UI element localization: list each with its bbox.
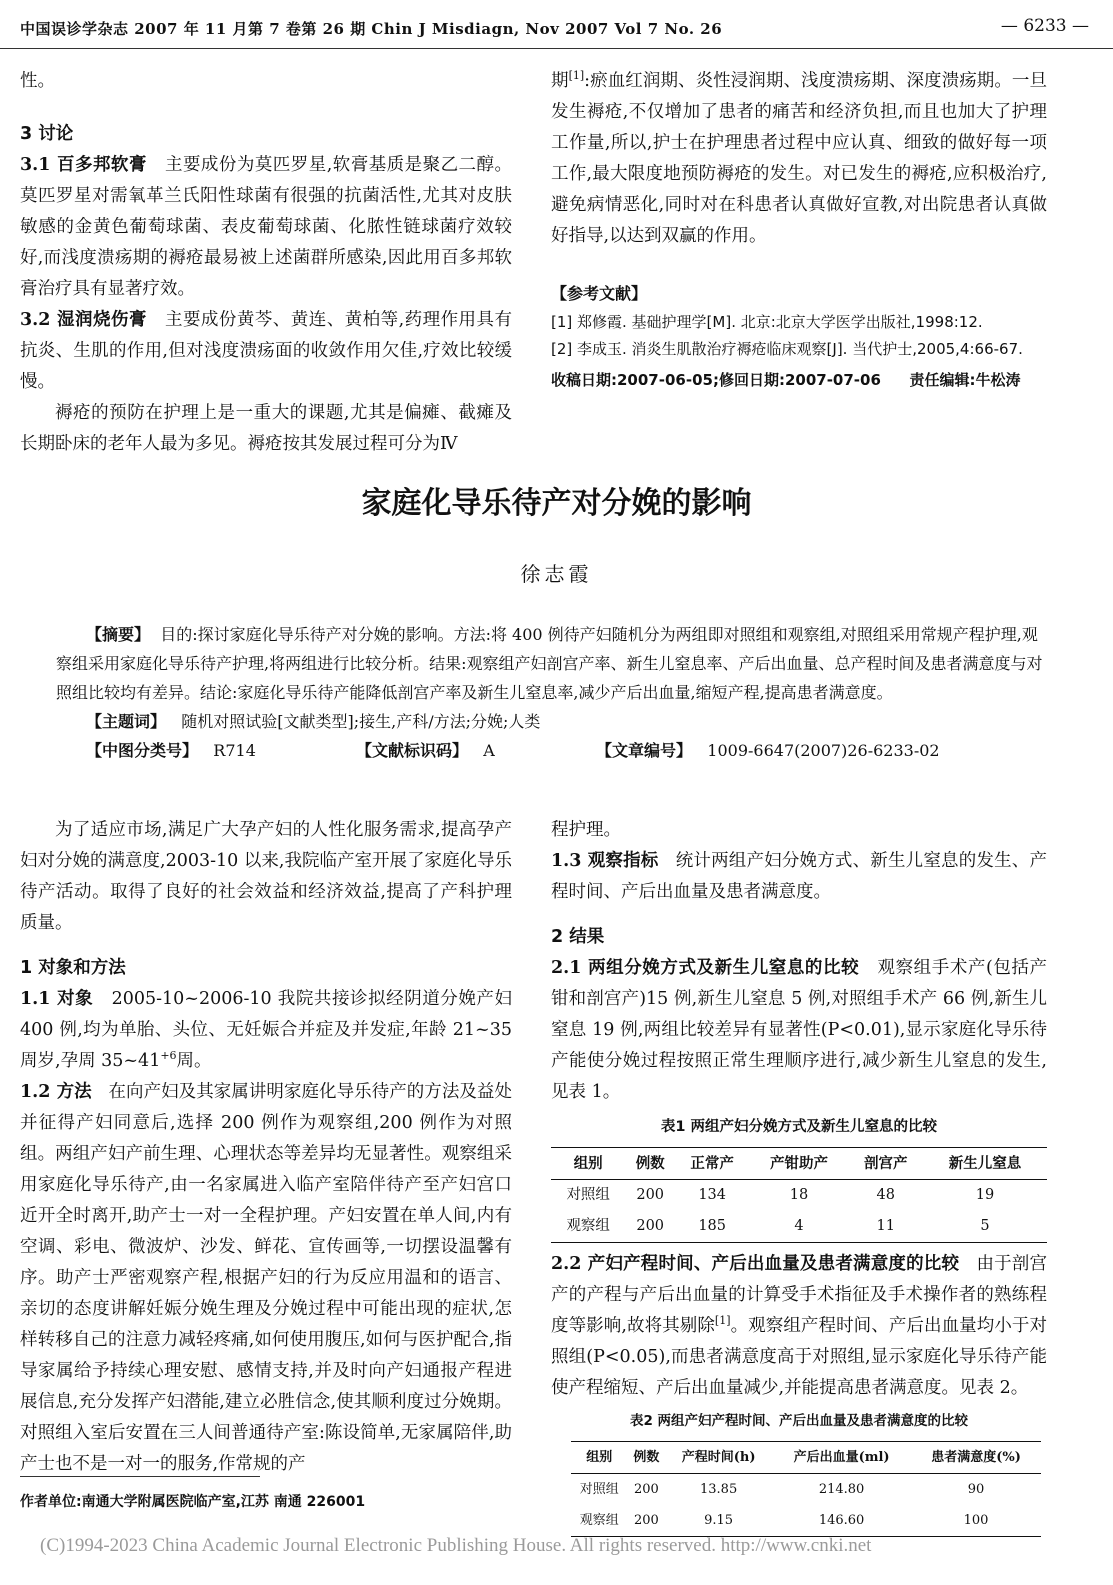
article-id-value: 1009-6647(2007)26-6233-02: [707, 741, 940, 760]
paragraph: [551, 66, 1047, 252]
table-row: [551, 1180, 1047, 1212]
footnote-rule: [20, 1476, 260, 1477]
table-row: [571, 1505, 1041, 1537]
table-cell: 200: [636, 1187, 665, 1203]
table-cell: 200: [636, 1218, 665, 1234]
subsection-heading: 1.3 观察指标: [551, 851, 659, 871]
table-cell: 9.15: [704, 1513, 734, 1528]
table2: [571, 1441, 1041, 1537]
table-cell: 5: [980, 1218, 990, 1234]
table-cell: 13.85: [700, 1482, 738, 1497]
section-heading: 1 对象和方法: [20, 958, 126, 978]
top-left-column: [20, 66, 512, 460]
paragraph-text: 由于剖宫产的产程与产后出血量的计算受手术指征及手术操作者的熟练程度等影响,故将其剔除: [551, 1254, 1047, 1336]
article-title: 家庭化导乐待产对分娩的影响: [361, 486, 752, 521]
table-cell: 对照组: [566, 1187, 610, 1203]
keywords-text: 随机对照试验[文献类型];接生,产科/方法;分娩;人类: [181, 712, 541, 731]
top-right-column: [551, 66, 1047, 394]
paragraph: 褥疮的预防在护理上是一重大的课题,尤其是偏瘫、截瘫及长期卧床的老年人最为多见。褥疮按其发展过程可分为Ⅳ: [20, 403, 512, 454]
table-row: [571, 1474, 1041, 1506]
paragraph-text: 。观察组产程时间、产后出血量均小于对照组(P<0.05),而患者满意度高于对照组,显示家庭化导乐待产能使产程缩短、产后出血量减少,并能提高患者满意度。见表 2。: [551, 1316, 1048, 1398]
table-cell: 185: [698, 1218, 727, 1234]
table-header: 新生儿窒息: [948, 1155, 1022, 1172]
table-header: 组别: [586, 1450, 613, 1465]
table-cell: 19: [975, 1187, 995, 1203]
paragraph: 性。: [20, 71, 55, 91]
table-cell: 对照组: [579, 1482, 619, 1497]
table-header: 剖宫产: [864, 1155, 908, 1172]
keywords: [56, 707, 1046, 736]
paragraph: [551, 846, 1047, 908]
abstract: [56, 620, 1046, 707]
subsection-heading: 2.2 产妇产程时间、产后出血量及患者满意度的比较: [551, 1254, 960, 1274]
copyright-watermark: (C)1994-2023 China Academic Journal Electronic Publishing House. All rights reserved. http://www.cnki.net: [40, 1535, 872, 1556]
superscript: +6: [160, 1049, 177, 1063]
table-cell: 134: [698, 1187, 727, 1203]
table1: [551, 1147, 1047, 1243]
paragraph: 为了适应市场,满足广大孕产妇的人性化服务需求,提高孕产妇对分娩的满意度,2003-10 以来,我院临产室开展了家庭化导乐待产活动。取得了良好的社会效益和经济效益,提高了产科护理质量。: [20, 820, 512, 933]
table-cell: 观察组: [579, 1513, 619, 1528]
classification-row: [56, 736, 1046, 765]
paragraph-text: :瘀血红润期、炎性浸润期、浅度溃疡期、深度溃疡期。一旦发生褥疮,不仅增加了患者的痛苦和经济负担,而且也加大了护理工作量,所以,护士在护理患者过程中应认真、细致的做好每一项工作,最大限度地预防褥疮的发生。对已发生的褥疮,应积极治疗,避免病情恶化,同时对在科患者认真做好宣教,对出院患者认真做好指导,以达到双赢的作用。: [551, 71, 1047, 246]
table-row: [551, 1211, 1047, 1243]
citation: [1]: [714, 1314, 731, 1328]
table-cell: 200: [633, 1513, 659, 1528]
table-cell: 11: [876, 1218, 895, 1234]
paragraph-text: 2005-10~2006-10 我院共接诊拟经阴道分娩产妇 400 例,均为单胎、头位、无妊娠合并症及并发症,年龄 21~35 周岁,孕周 35~41: [20, 989, 512, 1071]
table-header: 患者满意度(%): [931, 1450, 1021, 1465]
article-dates: [551, 367, 1047, 394]
citation: [1]: [568, 69, 585, 83]
table-header: 例数: [633, 1450, 660, 1465]
table-cell: 48: [876, 1187, 895, 1203]
table-header: 正常产: [690, 1155, 734, 1172]
paragraph-text: 统计两组产妇分娩方式、新生儿窒息的发生、产程时间、产后出血量及患者满意度。: [551, 851, 1047, 902]
paragraph: [20, 305, 512, 398]
reference-item: [2] 李成玉. 消炎生肌散治疗褥疮临床观察[J]. 当代护士,2005,4:66-67.: [551, 340, 1023, 358]
subsection-heading: 3.2 湿润烧伤膏: [20, 310, 147, 330]
section-heading: 3 讨论: [20, 124, 74, 144]
table-cell: 214.80: [818, 1482, 865, 1497]
table-cell: 100: [963, 1513, 989, 1528]
table-cell: 观察组: [566, 1218, 610, 1234]
doc-code-label: 【文献标识码】: [356, 741, 469, 760]
running-header: 中国误诊学杂志 2007 年 11 月第 7 卷第 26 期 Chin J Misdiagn, Nov 2007 Vol 7 No. 26: [20, 20, 723, 38]
table-cell: 4: [794, 1218, 804, 1234]
article-id-label: 【文章编号】: [596, 741, 693, 760]
author-affiliation: 作者单位:南通大学附属医院临产室,江苏 南通 226001: [20, 1494, 366, 1510]
paragraph-text: 观察组手术产(包括产钳和剖宫产)15 例,新生儿窒息 5 例,对照组手术产 66 例,新生儿窒息 19 例,两组比较差异有显著性(P<0.01),显示家庭化导乐待产能使分娩过程按照正常生理顺序进行,减少新生儿窒息的发生,见表 1。: [551, 958, 1047, 1102]
abstract-label: 【摘要】: [86, 625, 151, 644]
references-heading: 【参考文献】: [551, 284, 648, 303]
page-number: — 6233 —: [1000, 16, 1089, 36]
section-heading: 2 结果: [551, 927, 605, 947]
header-rule: [0, 48, 1113, 49]
subsection-heading: 3.1 百多邦软膏: [20, 155, 147, 175]
table-header: 产钳助产: [769, 1155, 828, 1172]
paragraph: [20, 150, 512, 305]
bottom-right-column: [551, 815, 1047, 1537]
paragraph-text: 周。: [176, 1051, 212, 1071]
paragraph: [551, 1249, 1047, 1404]
table-cell: 200: [633, 1482, 659, 1497]
reference-item: [1] 郑修霞. 基础护理学[M]. 北京:北京大学医学出版社,1998:12.: [551, 313, 983, 331]
paragraph-text: 期: [551, 71, 569, 91]
clc-value: R714: [213, 741, 256, 760]
table-header: 组别: [573, 1155, 603, 1172]
table1-caption: 表1 两组产妇分娩方式及新生儿窒息的比较: [660, 1119, 938, 1135]
table-cell: 146.60: [818, 1513, 865, 1528]
subsection-heading: 1.1 对象: [20, 989, 94, 1009]
subsection-heading: 2.1 两组分娩方式及新生儿窒息的比较: [551, 958, 860, 978]
table-header: 产后出血量(ml): [793, 1450, 890, 1465]
keywords-label: 【主题词】: [86, 712, 167, 731]
paragraph: [551, 953, 1047, 1108]
abstract-text: 目的:探讨家庭化导乐待产对分娩的影响。方法:将 400 例待产妇随机分为两组即对照组和观察组,对照组采用常规产程护理,观察组采用家庭化导乐待产护理,将两组进行比较分析。结果:观察组产妇剖宫产率、新生儿窒息率、产后出血量、总产程时间及患者满意度与对照组比较均有差异。结论:家庭化导乐待产能降低剖宫产率及新生儿窒息率,减少产后出血量,缩短产程,提高患者满意度。: [56, 625, 1043, 702]
clc-label: 【中图分类号】: [86, 741, 199, 760]
table2-caption: 表2 两组产妇产程时间、产后出血量及患者满意度的比较: [629, 1413, 969, 1429]
editor: 责任编辑:牛松涛: [909, 371, 1021, 389]
subsection-heading: 1.2 方法: [20, 1082, 92, 1102]
paragraph: [20, 1077, 512, 1480]
paragraph: 程护理。: [551, 820, 621, 840]
received-dates: 收稿日期:2007-06-05;修回日期:2007-07-06: [551, 371, 881, 389]
table-cell: 18: [789, 1187, 809, 1203]
bottom-left-column: [20, 815, 512, 1480]
table-header: 产程时间(h): [681, 1450, 756, 1465]
paragraph-text: 主要成份为莫匹罗星,软膏基质是聚乙二醇。莫匹罗星对需氧革兰氏阳性球菌有很强的抗菌活性,尤其对皮肤敏感的金黄色葡萄球菌、表皮葡萄球菌、化脓性链球菌疗效较好,而浅度溃疡期的褥疮最易被上述菌群所感染,因此用百多邦软膏治疗具有显著疗效。: [20, 155, 512, 299]
paragraph: [20, 984, 512, 1077]
doc-code-value: A: [483, 741, 495, 760]
article-author: 徐志霞: [520, 562, 593, 586]
table-cell: 90: [967, 1482, 985, 1497]
paragraph-text: 在向产妇及其家属讲明家庭化导乐待产的方法及益处并征得产妇同意后,选择 200 例作为观察组,200 例作为对照组。两组产妇产前生理、心理状态等差异均无显著性。观察组采用家庭化导乐待产,由一名家属进入临产室陪伴待产至产妇宫口近开全时离开,助产士一对一全程护理。产妇安置在单人间,内有空调、彩电、微波炉、沙发、鲜花、宣传画等,一切摆设温馨有序。助产士严密观察产程,根据产妇的行为反应用温和的语言、亲切的态度讲解妊娠分娩生理及分娩过程中可能出现的症状,怎样转移自己的注意力减轻疼痛,如何使用腹压,如何与医护配合,指导家属给予持续心理安慰、感情支持,并及时向产妇通报产程进展信息,充分发挥产妇潜能,建立必胜信念,使其顺利度过分娩期。对照组入室后安置在三人间普通待产室:陈设简单,无家属陪伴,助产士也不是一对一的服务,作常规的产: [20, 1082, 512, 1474]
abstract-block: [56, 620, 1046, 765]
paragraph-text: 主要成份黄芩、黄连、黄柏等,药理作用具有抗炎、生肌的作用,但对浅度溃疡面的收敛作用欠佳,疗效比较缓慢。: [20, 310, 512, 392]
table-header: 例数: [635, 1155, 665, 1172]
